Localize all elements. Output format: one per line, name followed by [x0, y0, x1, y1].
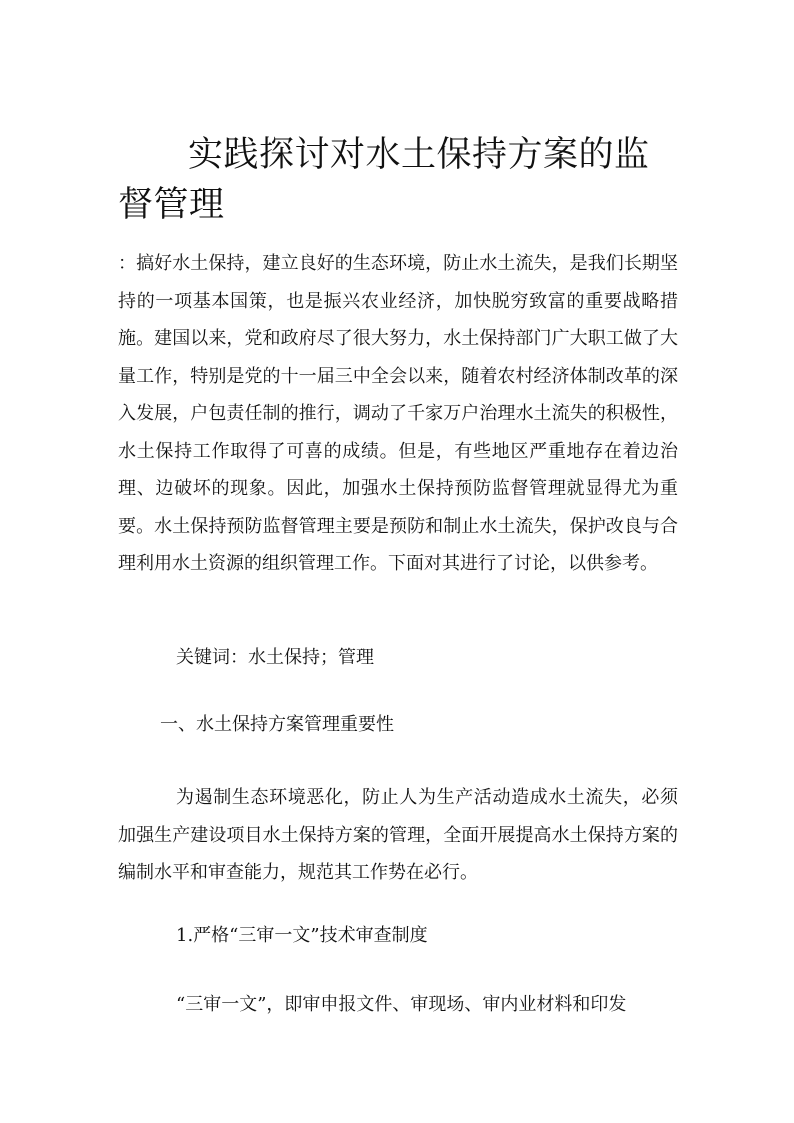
document-title: 实践探讨对水土保持方案的监督管理	[118, 135, 650, 225]
keywords-line: 关键词：水土保持；管理	[176, 647, 374, 668]
section-heading-1: 一、水土保持方案管理重要性	[160, 714, 394, 735]
subsection-1-paragraph: “三审一文”，即审申报文件、审现场、审内业材料和印发	[176, 994, 627, 1015]
subsection-heading-1: 1.严格“三审一文”技术审查制度	[176, 925, 428, 946]
abstract-paragraph: ：搞好水土保持，建立良好的生态环境，防止水土流失，是我们长期坚持的一项基本国策，也是振兴农业经济，加快脱穷致富的重要战略措施。建国以来，党和政府尽了很大努力，水土保持部门广大职工做了大量工作，特别是党的十一届三中全会以来，随着农村经济体制改革的深入发展，户包责任制的推行，调动了千家万户治理水土流失的积极性，水土保持工作取得了可喜的成绩。但是，有些地区严重地存在着边治理、边破坏的现象。因此，加强水土保持预防监督管理就显得尤为重要。水土保持预防监督管理主要是预防和制止水土流失，保护改良与合理利用水土资源的组织管理工作。下面对其进行了讨论，以供参考。	[118, 253, 678, 574]
section-1-paragraph: 为遏制生态环境恶化，防止人为生产活动造成水土流失，必须加强生产建设项目水土保持方案的管理，全面开展提高水土保持方案的编制水平和审查能力，规范其工作势在必行。	[118, 787, 678, 883]
